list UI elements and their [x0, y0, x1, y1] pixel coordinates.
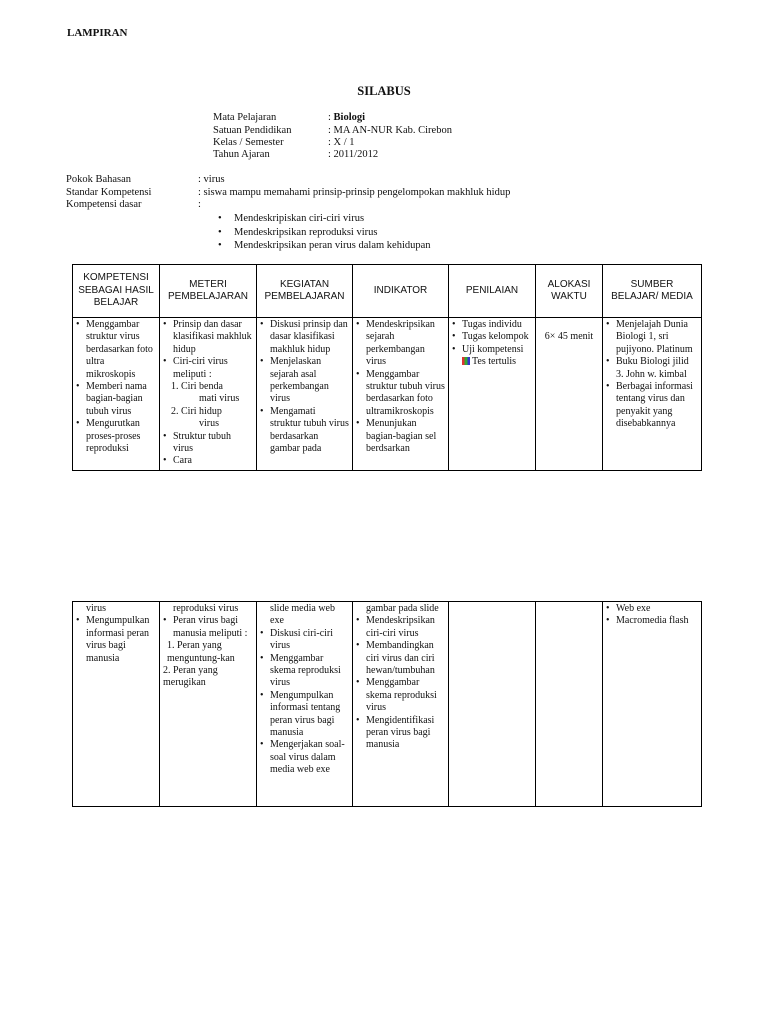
- list-item: • Struktur tubuh virus: [163, 431, 253, 456]
- list-item: • Mengerjakan soal-soal virus dalam media web exe: [260, 739, 349, 776]
- list-item: • Tugas kelompok: [452, 331, 532, 343]
- flag-bullet-icon: [462, 357, 470, 365]
- list-item: • Mengumpulkan informasi tentang peran virus bagi manusia: [260, 690, 349, 740]
- list-item: • Menggambar struktur virus berdasarkan foto ultra mikroskopis: [76, 319, 156, 381]
- list-item: • Prinsip dan dasar klasifikasi makhluk hidup: [163, 319, 253, 356]
- syllabus-table-part1: [72, 264, 702, 471]
- cell-kompetensi: [73, 318, 160, 471]
- list-item: • Mengurutkan proses-proses reproduksi: [76, 418, 156, 455]
- meta-value: siswa mampu memahami prinsip-prinsip pengelompokan makhluk hidup: [203, 187, 511, 198]
- list-item: • Mendeskripsikan sejarah perkembangan virus: [356, 319, 445, 369]
- cell-indikator: [353, 602, 449, 807]
- info-label: Mata Pelajaran: [213, 112, 277, 123]
- list-item: • Mengumpulkan informasi peran virus bagi manusia: [76, 615, 156, 665]
- cell-materi: [160, 318, 257, 471]
- list-item: • Diskusi ciri-ciri virus: [260, 628, 349, 653]
- meta-value: virus: [203, 174, 225, 185]
- list-item: • Mendeskripsikan ciri-ciri virus: [356, 615, 445, 640]
- list-item: • Mengidentifikasi peran virus bagi manusia: [356, 715, 445, 752]
- list-item: • Menunjukan bagian-bagian sel berdsarkan: [356, 418, 445, 455]
- column-header: KEGIATAN PEMBELAJARAN: [257, 265, 353, 318]
- kompetensi-dasar-list: [218, 212, 431, 253]
- cell-indikator: [353, 318, 449, 471]
- cell-kompetensi: [73, 602, 160, 807]
- table-header-row: [73, 265, 702, 318]
- table-row: [73, 318, 702, 471]
- cell-text: gambar pada slide: [366, 603, 439, 614]
- cell-penilaian: [449, 318, 536, 471]
- list-item: • Mendeskripiskan ciri-ciri virus: [218, 212, 431, 226]
- list-item: • Buku Biologi jilid 3. John w. kimbal: [606, 356, 698, 381]
- meta-label: Kompetensi dasar: [66, 199, 142, 210]
- list-item: • Uji kompetensi: [452, 344, 532, 356]
- info-value: Biologi: [333, 112, 366, 123]
- meta-label: Standar Kompetensi: [66, 187, 152, 198]
- list-item: Tes tertulis: [472, 356, 517, 368]
- cell-text: virus: [86, 603, 106, 614]
- list-item: • Diskusi prinsip dan dasar klasifikasi makhluk hidup: [260, 319, 349, 356]
- cell-alokasi: [536, 602, 603, 807]
- cell-alokasi: [536, 318, 603, 471]
- list-item: • Memberi nama bagian-bagian tubuh virus: [76, 381, 156, 418]
- cell-kegiatan: [257, 602, 353, 807]
- column-header: KOMPETENSI SEBAGAI HASIL BELAJAR: [73, 265, 160, 318]
- page-title: SILABUS: [357, 84, 411, 98]
- sub-item: 1. Peran yang menguntung-kan: [167, 640, 235, 664]
- list-item: • Ciri-ciri virus meliputi :: [163, 356, 253, 381]
- info-label: Satuan Pendidikan: [213, 125, 292, 136]
- list-item: • Tugas individu: [452, 319, 532, 331]
- alokasi-value: 6× 45 menit: [544, 331, 594, 342]
- cell-sumber: [603, 602, 702, 807]
- list-item: • Menggambar skema reproduksi virus: [356, 677, 445, 714]
- cell-materi: [160, 602, 257, 807]
- table-row: [73, 602, 702, 807]
- list-item: • Menggambar skema reproduksi virus: [260, 653, 349, 690]
- sub-item: 1. Ciri benda: [171, 381, 223, 393]
- cell-text: reproduksi virus: [173, 603, 239, 614]
- list-item: • Menjelaskan sejarah asal perkembangan virus: [260, 356, 349, 406]
- list-item: • Membandingkan ciri virus dan ciri hewan/tumbuhan: [356, 640, 445, 677]
- list-item: • Menjelajah Dunia Biologi 1, sri pujiyono. Platinum: [606, 319, 698, 356]
- info-value: X / 1: [333, 137, 355, 148]
- syllabus-table-part2: [72, 601, 702, 807]
- list-item: • Peran virus bagi manusia meliputi :: [163, 615, 253, 640]
- list-item: • Mengamati struktur tubuh virus berdasarkan gambar pada: [260, 406, 349, 456]
- list-item: • Mendeskripsikan peran virus dalam kehidupan: [218, 239, 431, 253]
- sub-item: 2. Ciri hidup: [171, 405, 222, 417]
- column-header: SUMBER BELAJAR/ MEDIA: [603, 265, 702, 318]
- cell-text: slide media web exe: [270, 603, 335, 627]
- list-item: • Web exe: [606, 603, 698, 615]
- lampiran-label: LAMPIRAN: [67, 27, 128, 39]
- cell-penilaian: [449, 602, 536, 807]
- meta-label: Pokok Bahasan: [66, 174, 132, 185]
- info-value: 2011/2012: [333, 149, 379, 160]
- column-header: PENILAIAN: [449, 265, 536, 318]
- list-item: • Cara: [163, 455, 253, 467]
- sub-item: mati virus: [199, 393, 240, 405]
- info-label: Tahun Ajaran: [213, 149, 270, 160]
- list-item: • Macromedia flash: [606, 615, 698, 627]
- list-item: • Mendeskripsikan reproduksi virus: [218, 226, 431, 240]
- column-header: INDIKATOR: [353, 265, 449, 318]
- list-item: • Menggambar struktur tubuh virus berdasarkan foto ultramikroskopis: [356, 369, 445, 419]
- sub-item: 2. Peran yang merugikan: [163, 665, 218, 689]
- cell-kegiatan: [257, 318, 353, 471]
- info-label: Kelas / Semester: [213, 137, 284, 148]
- list-item: • Berbagai informasi tentang virus dan penyakit yang disebabkannya: [606, 381, 698, 431]
- sub-item: virus: [199, 418, 219, 430]
- column-header: METERI PEMBELAJARAN: [160, 265, 257, 318]
- column-header: ALOKASI WAKTU: [536, 265, 603, 318]
- cell-sumber: [603, 318, 702, 471]
- info-value: MA AN-NUR Kab. Cirebon: [333, 125, 452, 136]
